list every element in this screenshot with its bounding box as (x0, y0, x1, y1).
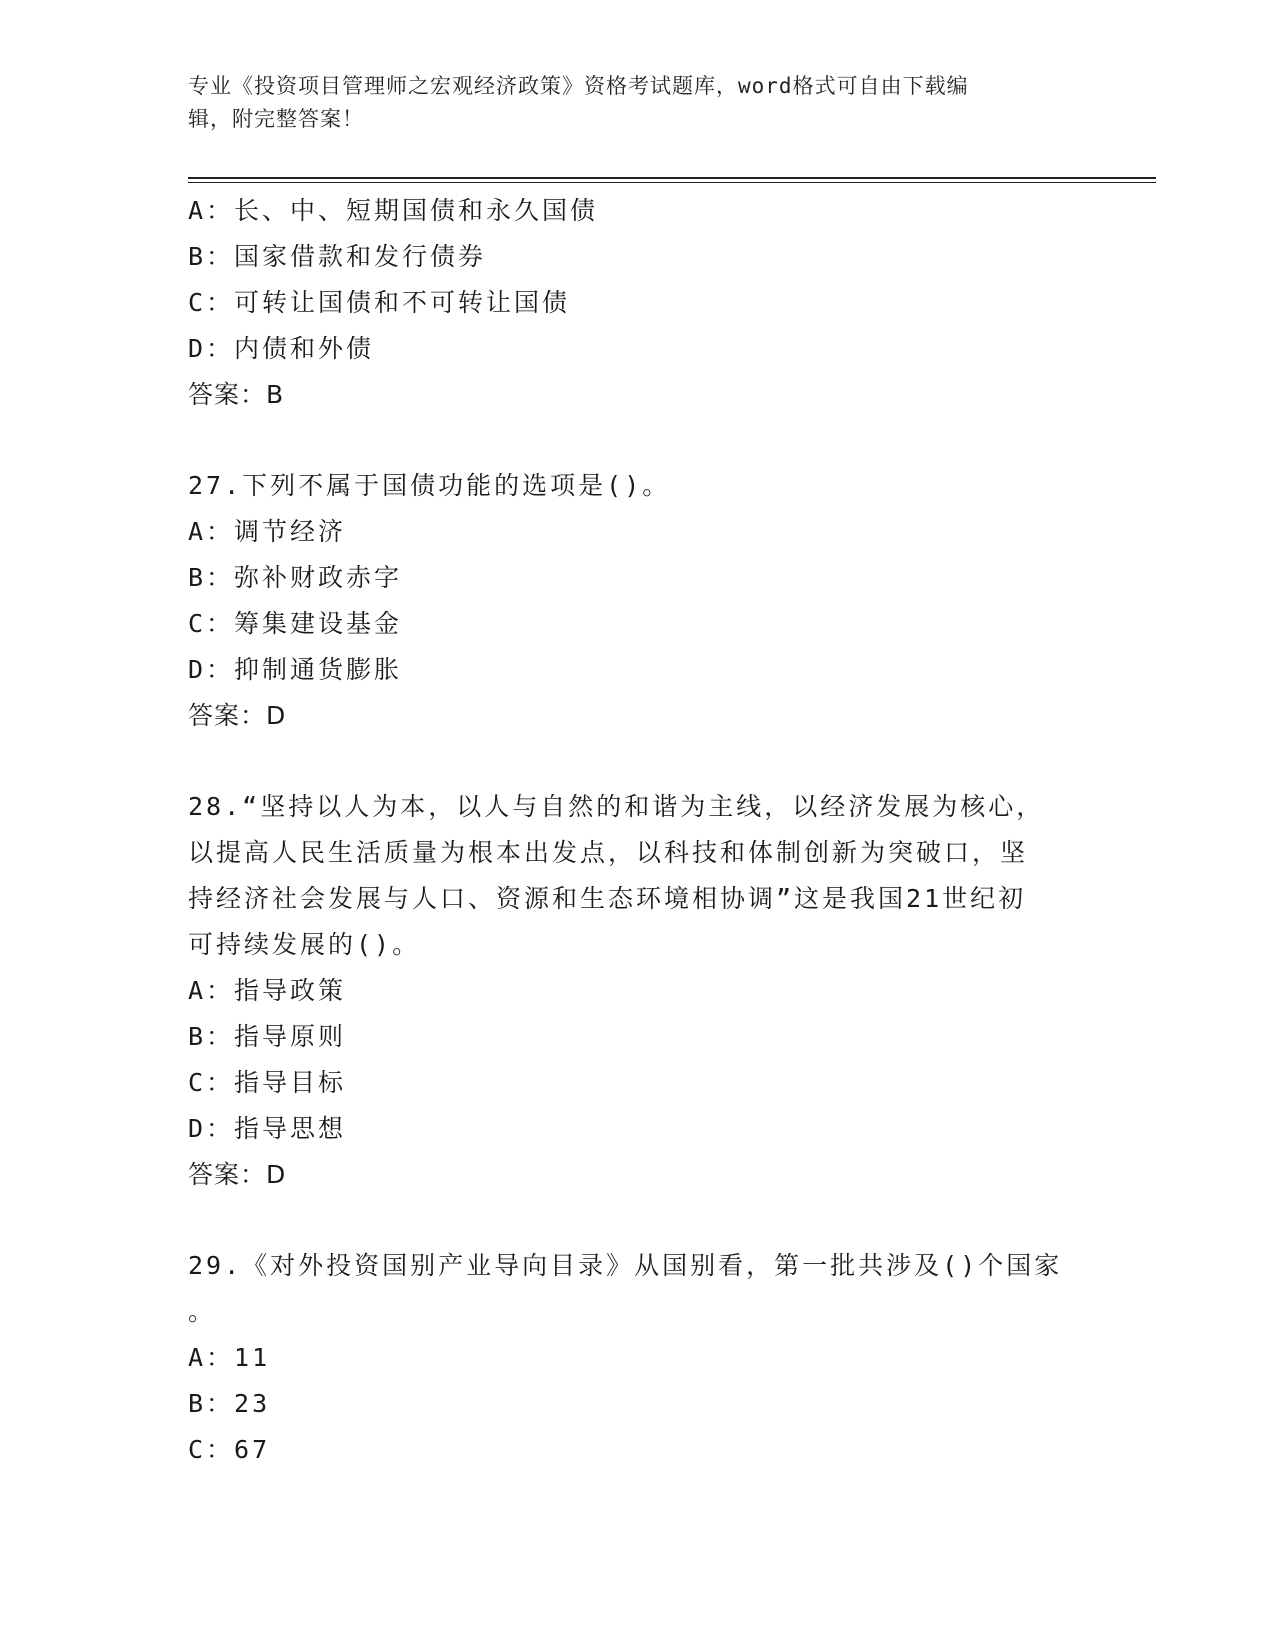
question-26 (188, 188, 1088, 418)
stem-line: 以提高人民生活质量为根本出发点，以科技和体制创新为突破口，坚 (188, 838, 1029, 867)
question-list (188, 188, 1088, 1473)
option-c: C：67 (188, 1435, 271, 1464)
stem-line: 。 (188, 1297, 217, 1326)
spacer (188, 418, 1088, 463)
answer: 答案：D (188, 1160, 287, 1189)
header-divider-thin (188, 182, 1156, 183)
option-d: D：指导思想 (188, 1114, 347, 1143)
option-d: D：内债和外债 (188, 334, 375, 363)
header-line-1: 专业《投资项目管理师之宏观经济政策》资格考试题库，word格式可自由下载编 (188, 74, 969, 98)
option-b: B：弥补财政赤字 (188, 563, 403, 592)
option-b: B：国家借款和发行债券 (188, 242, 487, 271)
option-a: A：指导政策 (188, 976, 347, 1005)
spacer (188, 1198, 1088, 1243)
answer: 答案：B (188, 380, 285, 409)
stem-line: 28.“坚持以人为本，以人与自然的和谐为主线，以经济发展为核心， (188, 792, 1045, 821)
document-header (188, 70, 1078, 136)
question-stem (188, 1243, 1088, 1335)
option-b: B：23 (188, 1389, 271, 1418)
option-a: A：长、中、短期国债和永久国债 (188, 196, 599, 225)
option-c: C：筹集建设基金 (188, 609, 403, 638)
option-a: A：调节经济 (188, 517, 347, 546)
question-stem (188, 784, 1088, 968)
option-c: C：可转让国债和不可转让国债 (188, 288, 571, 317)
question-stem: 27.下列不属于国债功能的选项是()。 (188, 471, 671, 500)
header-line-2: 辑，附完整答案！ (188, 107, 364, 131)
option-b: B：指导原则 (188, 1022, 347, 1051)
stem-line: 可持续发展的()。 (188, 930, 421, 959)
option-d: D：抑制通货膨胀 (188, 655, 403, 684)
stem-line: 持经济社会发展与人口、资源和生态环境相协调”这是我国21世纪初 (188, 884, 1027, 913)
question-27 (188, 463, 1088, 739)
answer: 答案：D (188, 701, 287, 730)
option-c: C：指导目标 (188, 1068, 347, 1097)
stem-line: 29.《对外投资国别产业导向目录》从国别看，第一批共涉及()个国家 (188, 1251, 1063, 1280)
option-a: A：11 (188, 1343, 271, 1372)
spacer (188, 739, 1088, 784)
header-divider-thick (188, 177, 1156, 179)
question-28 (188, 784, 1088, 1198)
question-29 (188, 1243, 1088, 1473)
